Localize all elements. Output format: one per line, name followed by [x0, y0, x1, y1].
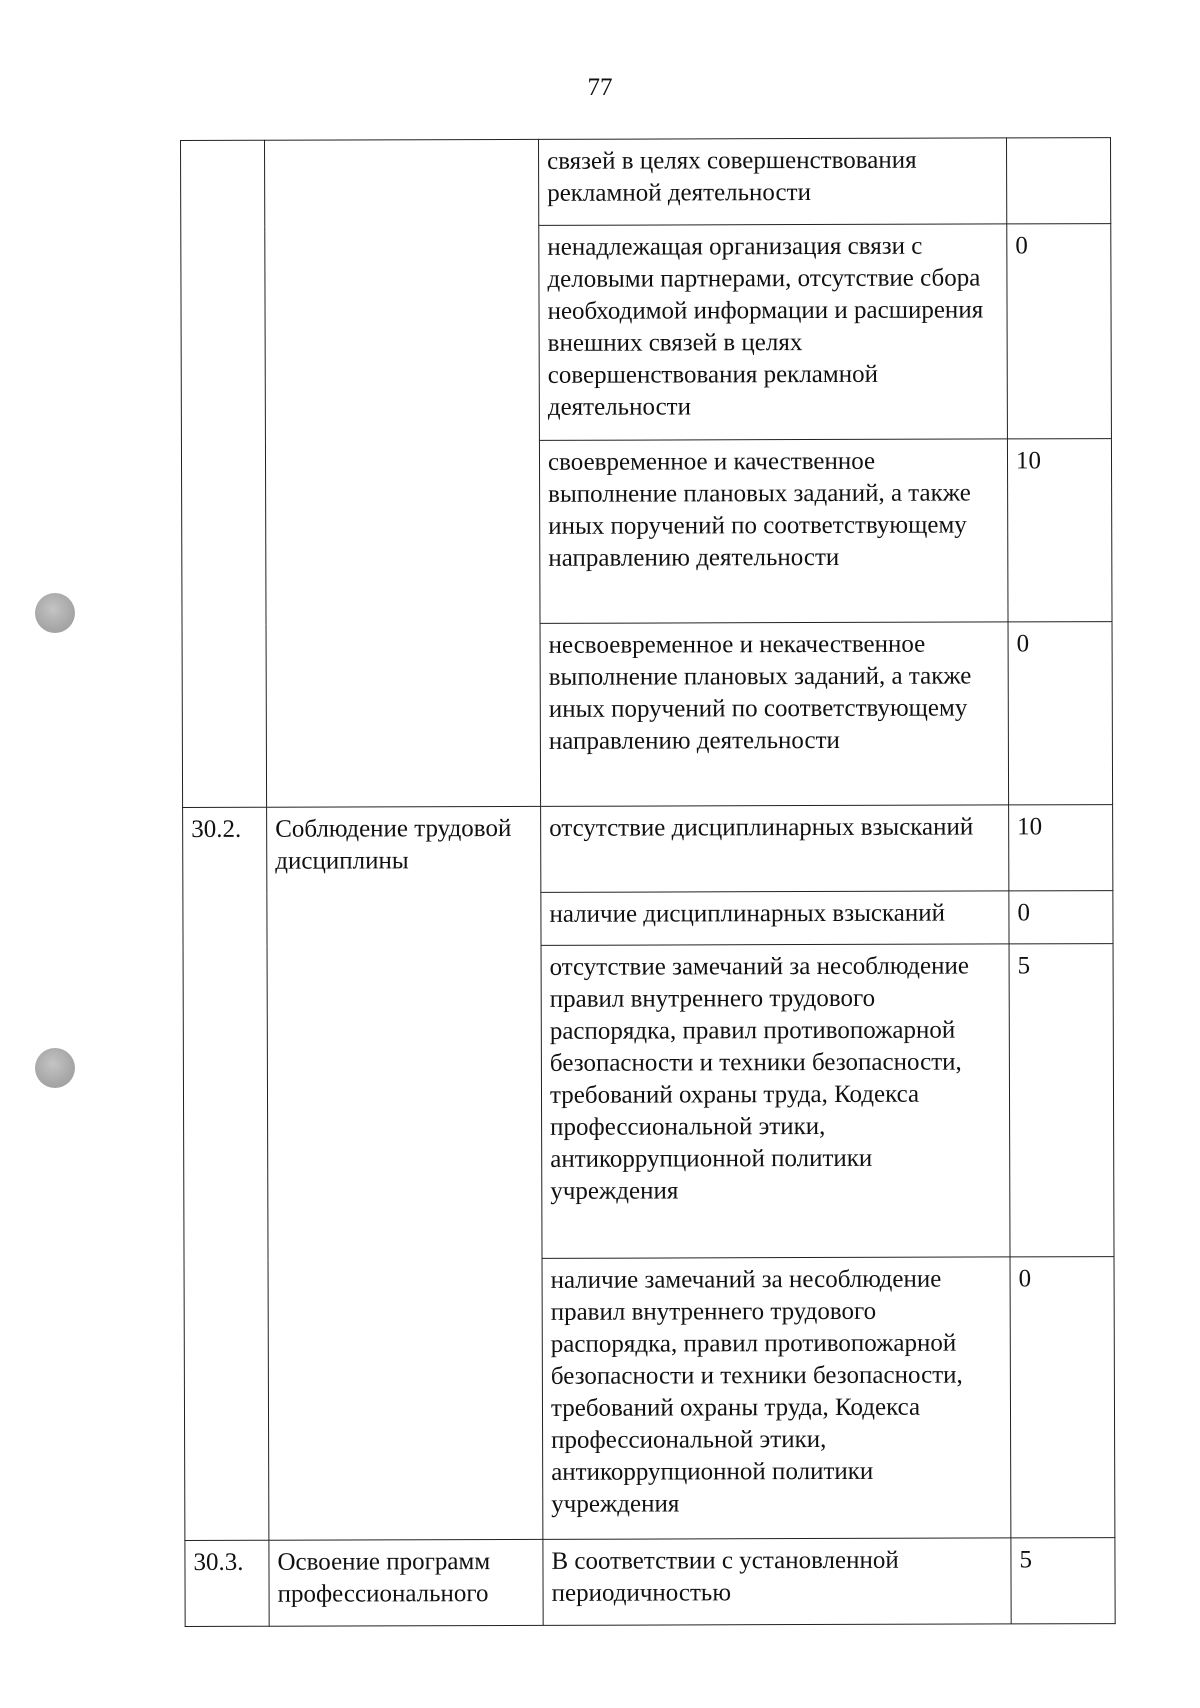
punch-hole-mark — [35, 1048, 75, 1088]
criteria-table — [180, 137, 1116, 1627]
page-number: 77 — [587, 74, 613, 101]
points-cell: 0 — [1009, 891, 1113, 944]
indicator-cell: несвоевременное и некачественное выполнение плановых заданий, а также иных поручений по соответствующему направлению деятельности — [540, 622, 1009, 806]
table-row — [185, 1538, 1115, 1627]
item-number-cell — [181, 140, 267, 807]
points-cell: 0 — [1007, 224, 1112, 439]
points-cell: 10 — [1009, 805, 1113, 891]
points-cell: 5 — [1009, 944, 1114, 1257]
indicator-cell: своевременное и качественное выполнение плановых заданий, а также иных поручений по соответствующему направлению деятельности — [539, 439, 1008, 623]
indicator-cell: связей в целях совершенствования рекламной деятельности — [538, 138, 1006, 225]
indicator-cell: наличие дисциплинарных взысканий — [541, 891, 1009, 945]
table-row — [183, 805, 1113, 894]
item-number-cell: 30.2. — [183, 807, 269, 1540]
indicator-cell: отсутствие замечаний за несоблюдение правил внутреннего трудового распорядка, правил противопожарной безопасности и техники безопасности, требований охраны труда, Кодекса профессиональной этики, антикоррупционной политики учреждения — [541, 944, 1010, 1258]
indicator-cell: ненадлежащая организация связи с деловыми партнерами, отсутствие сбора необходимой информации и расширения внешних связей в целях совершенствования рекламной деятельности — [539, 224, 1008, 440]
points-cell: 0 — [1008, 622, 1113, 805]
points-cell — [1006, 138, 1110, 224]
points-cell: 10 — [1007, 439, 1112, 622]
criterion-cell — [265, 139, 541, 807]
table-row — [181, 138, 1111, 227]
indicator-cell: В соответствии с установленной периодичностью — [543, 1538, 1011, 1625]
points-cell: 0 — [1010, 1257, 1115, 1538]
indicator-cell: отсутствие дисциплинарных взысканий — [541, 805, 1009, 892]
indicator-cell: наличие замечаний за несоблюдение правил внутреннего трудового распорядка, правил противопожарной безопасности и техники безопасности, требований охраны труда, Кодекса профессиональной этики, антикоррупционной политики учреждения — [542, 1257, 1011, 1539]
criterion-cell: Соблюдение трудовой дисциплины — [267, 806, 543, 1540]
points-cell: 5 — [1011, 1538, 1115, 1624]
item-number-cell: 30.3. — [185, 1540, 269, 1626]
criterion-cell: Освоение программ профессионального — [269, 1539, 543, 1626]
punch-hole-mark — [35, 593, 75, 633]
